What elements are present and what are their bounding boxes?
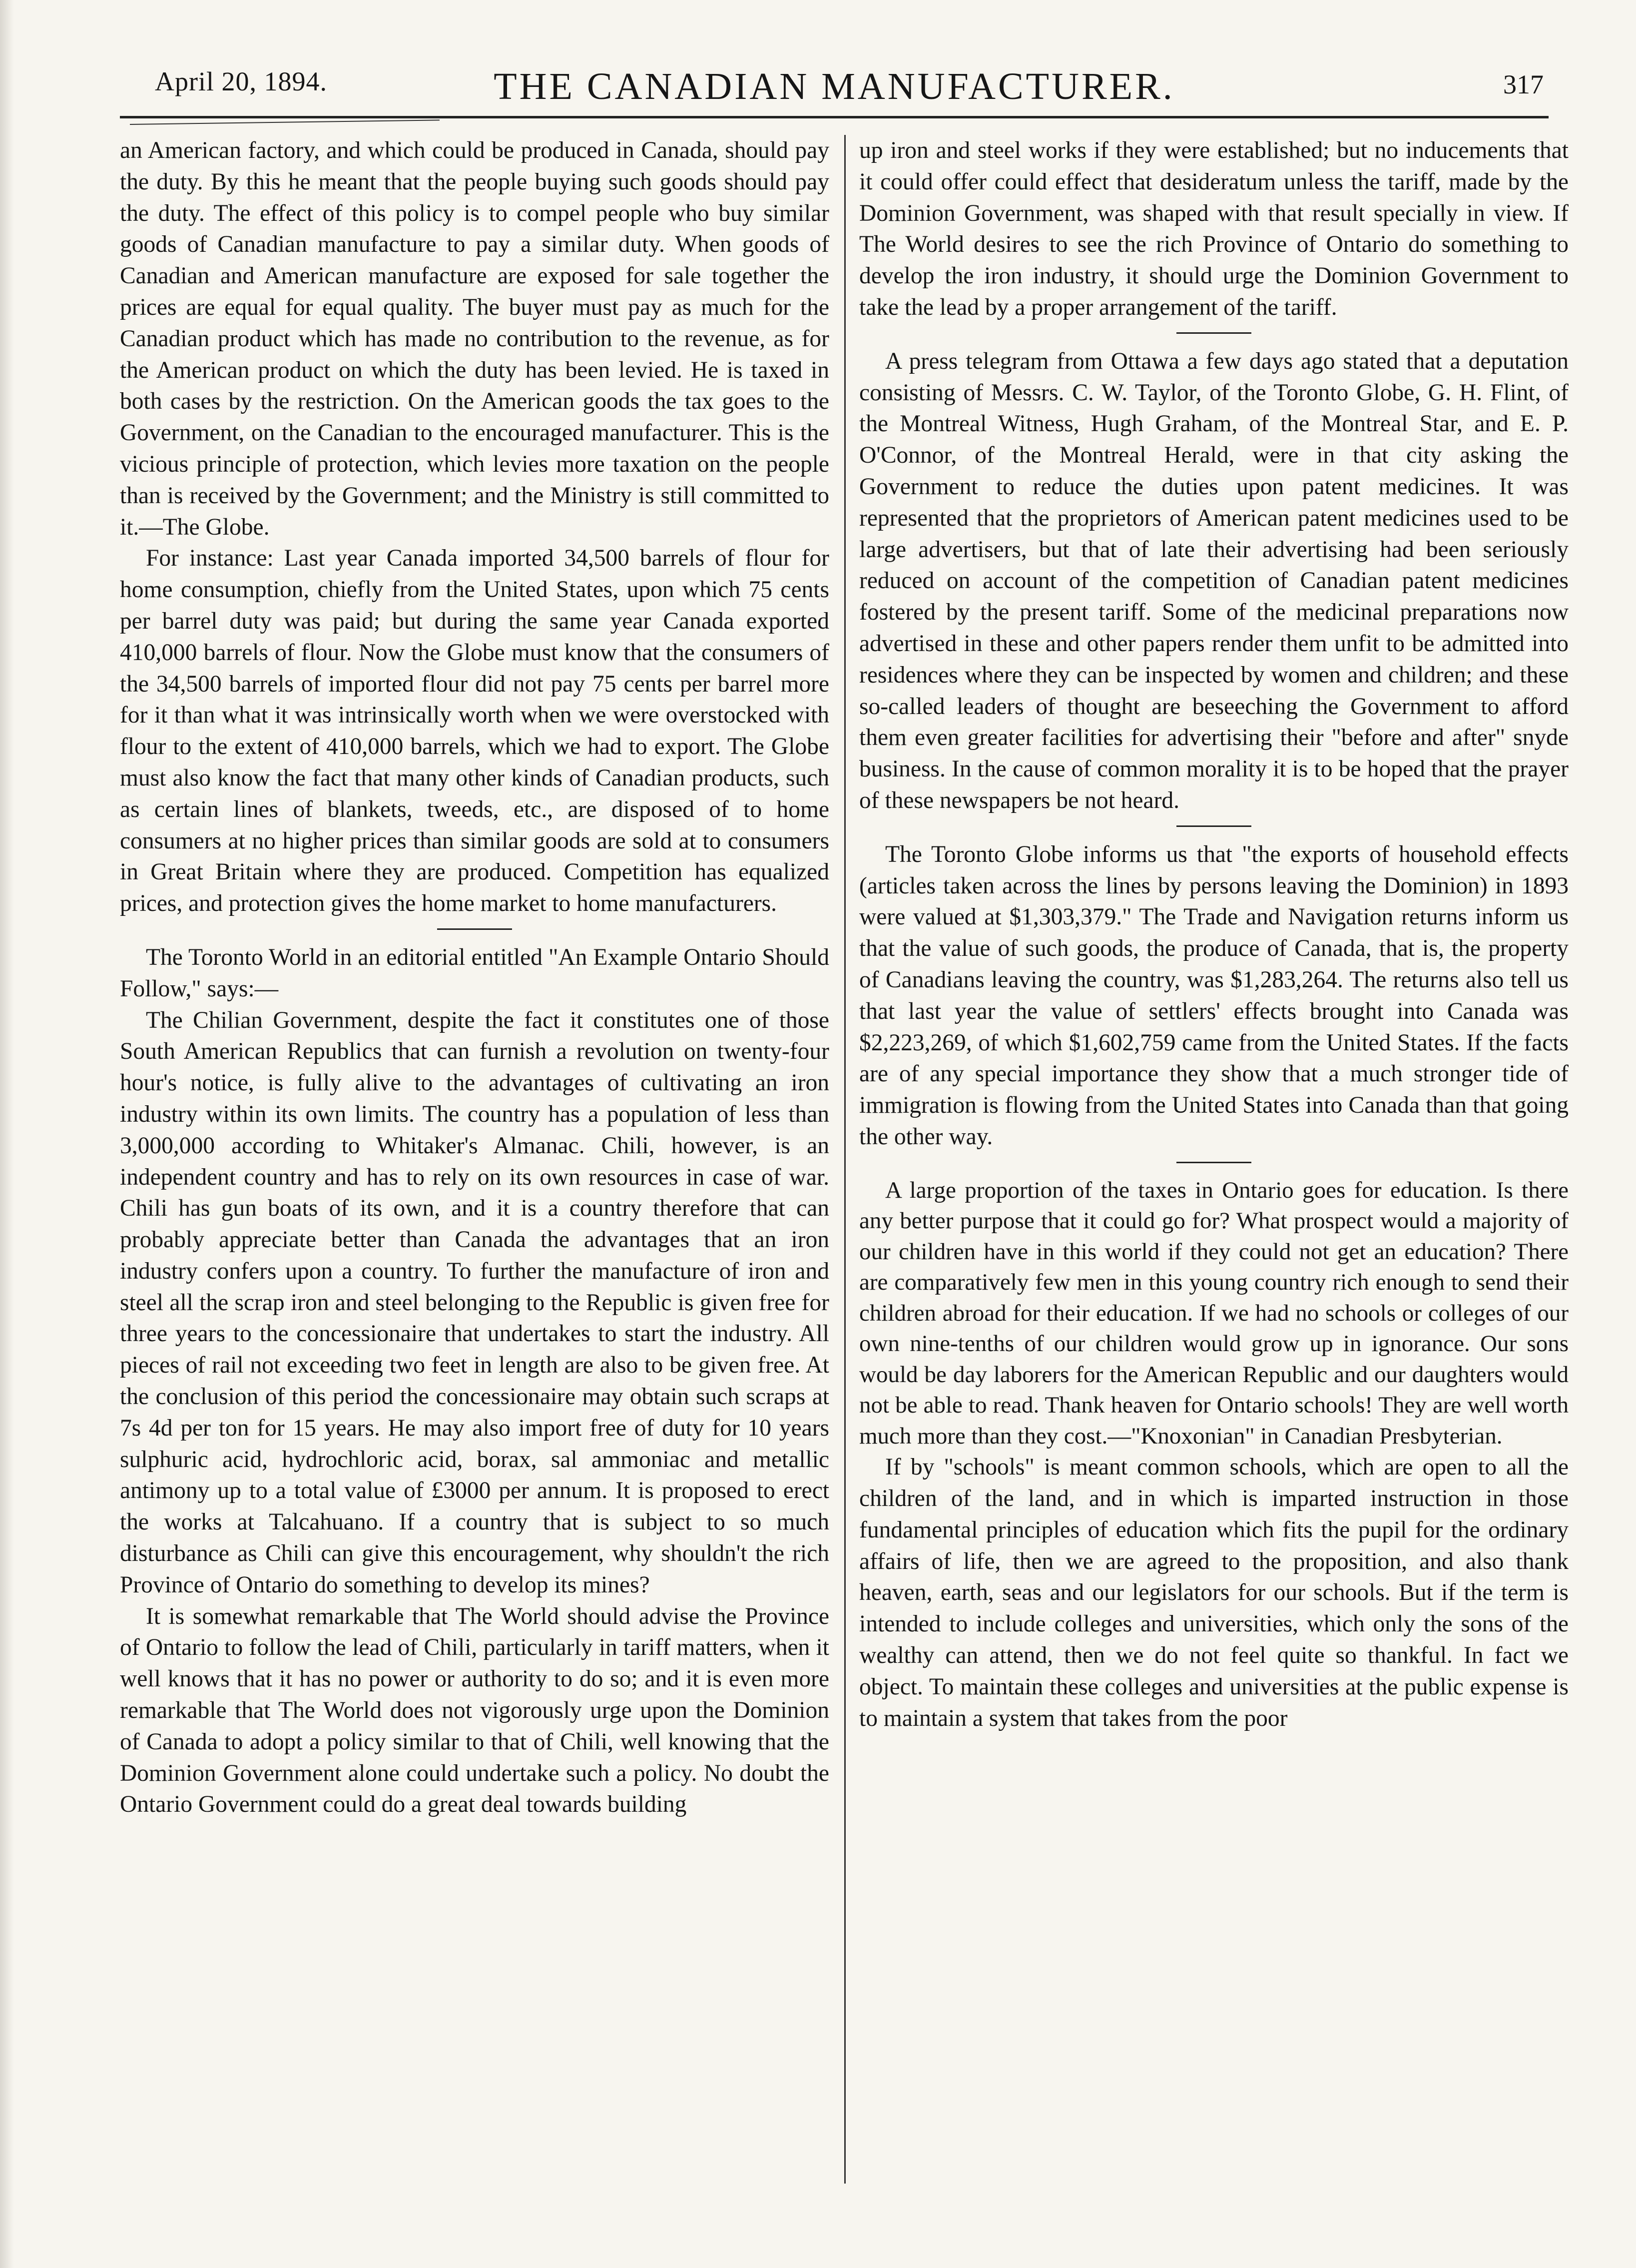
publication-title: THE CANADIAN MANUFACTURER.	[494, 65, 1175, 107]
section-separator	[437, 928, 512, 930]
left-paragraph-2: For instance: Last year Canada imported 34,500 barrels of flour for home consumption, chiefly from the United States, upon which 75 cents per barrel duty was paid; but during the same year Canada exported 410,000 barrels of flour. Now the Globe must know that the consumers of the 34,500 barrels of imported flour did not pay 75 cents per barrel more for it than what it was intrinsically worth when we were overstocked with flour to the extent of 410,000 barrels, which we had to export. The Globe must also know the fact that many other kinds of Canadian products, such as certain lines of blankets, tweeds, etc., are disposed of to home consumers at no higher prices than similar goods are sold at to consumers in Great Britain where they are produced. Competition has equalized prices, and protection gives the home market to home manufacturers.	[120, 545, 829, 917]
left-paragraph-1: an American factory, and which could be produced in Canada, should pay the duty. By this he meant that the people buying such goods should pay the duty. The effect of this policy is to compel people who buy similar goods of Canadian manufacture to pay a similar duty. When goods of Canadian and American manufacture are exposed for sale together the prices are equal for equal quality. The buyer must pay as much for the Canadian product which has made no contribution to the revenue, as for the American product on which the duty has been levied. He is taxed in both cases by the restriction. On the American goods the tax goes to the Government, on the Canadian to the encouraged manufacturer. This is the vicious principle of protection, which levies more taxation on the people than is received by the Government; and the Ministry is still committed to it.—The Globe.	[120, 137, 829, 540]
page-spine-shadow	[0, 0, 14, 2268]
column-divider	[844, 135, 846, 2184]
left-paragraph-4: The Chilian Government, despite the fact it constitutes one of those South American Republics that can furnish a revolution on twenty-four hour's notice, is fully alive to the advantages of cultivating an iron industry within its own limits. The country has a population of less than 3,000,000 according to Whitaker's Almanac. Chili, however, is an independent country and has to rely on its own resources in case of war. Chili has gun boats of its own, and it is a country therefore that can probably appreciate better than Canada the advantages that an iron industry confers upon a country. To further the manufacture of iron and steel all the scrap iron and steel belonging to the Republic is given free for three years to the concessionaire that undertakes to start the industry. All pieces of rail not exceeding two feet in length are also to be given free. At the conclusion of this period the concessionaire may obtain such scraps at 7s 4d per ton for 15 years. He may also import free of duty for 10 years sulphuric acid, hydrochloric acid, borax, sal ammoniac and metallic antimony up to a total value of £3000 per annum. It is proposed to erect the works at Talcahuano. If a country that is subject to so much disturbance as Chili can give this encouragement, why shouldn't the rich Province of Ontario do something to develop its mines?	[120, 1007, 829, 1598]
right-paragraph-2: A press telegram from Ottawa a few days ago stated that a deputation consisting of Messrs. C. W. Taylor, of the Toronto Globe, G. H. Flint, of the Montreal Witness, Hugh Graham, of the Montreal Star, and E. P. O'Connor, of the Montreal Herald, were in that city asking the Government to reduce the duties upon patent medicines. It was represented that the proprietors of American patent medicines used to be large advertisers, but that of late their advertising had been seriously reduced on account of the competition of Canadian patent medicines fostered by the present tariff. Some of the medicinal preparations now advertised in these and other papers render them unfit to be admitted into residences where they can be inspected by women and children; and these so-called leaders of thought are beseeching the Government to afford them even greater facilities for advertising their "before and after" snyde business. In the cause of common morality it is to be hoped that the prayer of these newspapers be not heard.	[859, 348, 1569, 813]
issue-date: April 20, 1894.	[155, 66, 327, 96]
right-paragraph-4: A large proportion of the taxes in Ontario goes for education. Is there any better purpose that it could go for? What prospect would a majority of our children have in this world if they could not get an education? There are comparatively few men in this young country rich enough to send their children abroad for their education. If we had no schools or colleges of our own nine-tenths of our children would grow up in ignorance. Our sons would be day laborers for the American Republic and our daughters would not be able to read. Thank heaven for Ontario schools! They are well worth much more than they cost.—"Knoxonian" in Canadian Presbyterian.	[859, 1177, 1569, 1449]
right-column	[859, 135, 1569, 1734]
masthead-underline	[130, 119, 440, 125]
section-separator	[1176, 1162, 1251, 1163]
masthead-rule	[120, 116, 1549, 118]
section-separator	[1176, 332, 1251, 334]
section-separator	[1176, 825, 1251, 827]
right-paragraph-1: up iron and steel works if they were established; but no inducements that it could offer could effect that desideratum unless the tariff, made by the Dominion Government, was shaped with that result specially in view. If The World desires to see the rich Province of Ontario do something to develop the iron industry, it should urge the Dominion Government to take the lead by a proper arrangement of the tariff.	[859, 137, 1569, 320]
left-paragraph-5: It is somewhat remarkable that The World should advise the Province of Ontario to follow the lead of Chili, particularly in tariff matters, when it well knows that it has no power or authority to do so; and it is even more remarkable that The World does not vigorously urge upon the Dominion of Canada to adopt a policy similar to that of Chili, well knowing that the Dominion Government alone could undertake such a policy. No doubt the Ontario Government could do a great deal towards building	[120, 1603, 829, 1818]
left-paragraph-3: The Toronto World in an editorial entitled "An Example Ontario Should Follow," says:—	[120, 944, 829, 1002]
masthead	[120, 65, 1549, 120]
right-paragraph-5: If by "schools" is meant common schools, which are open to all the children of the land, and in which is imparted instruction in those fundamental principles of education which fits the pupil for the ordinary affairs of life, then we are agreed to the proposition, and also thank heaven, earth, seas and our legislators for our schools. But if the term is intended to include colleges and universities, which only the sons of the wealthy can attend, then we do not feel quite so thankful. In fact we object. To maintain these colleges and universities at the public expense is to maintain a system that takes from the poor	[859, 1454, 1569, 1731]
left-column	[120, 135, 829, 1820]
right-paragraph-3: The Toronto Globe informs us that "the exports of household effects (articles taken across the lines by persons leaving the Dominion) in 1893 were valued at $1,303,379." The Trade and Navigation returns inform us that the value of such goods, the produce of Canada, that is, the property of Canadians leaving the country, was $1,283,264. The returns also tell us that last year the value of settlers' effects brought into Canada was $2,223,269, of which $1,602,759 came from the United States. If the facts are of any special importance they show that a much stronger tide of immigration is flowing from the United States into Canada than that going the other way.	[859, 841, 1569, 1150]
page-number: 317	[1503, 69, 1544, 99]
